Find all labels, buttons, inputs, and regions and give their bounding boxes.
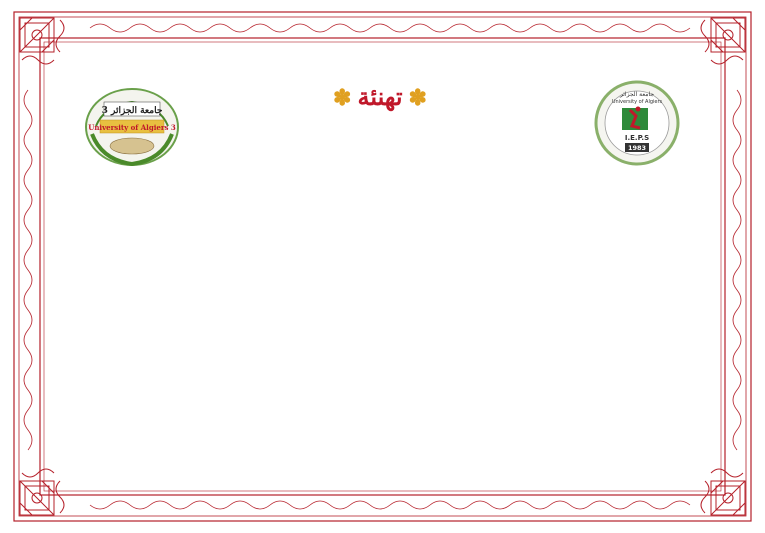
right-logo-arabic: جامعة الجزائر	[619, 91, 655, 98]
left-logo-arabic: جامعة الجزائر 3	[101, 106, 163, 116]
star-icon: ✽	[333, 85, 352, 111]
card-title	[300, 82, 460, 111]
ieps-logo	[592, 80, 682, 166]
right-logo-year: 1983	[627, 144, 647, 152]
right-logo-latin: University of Algiers	[611, 99, 663, 105]
star-icon: ✽	[408, 85, 427, 111]
left-logo-latin: University of Algiers 3	[88, 123, 176, 132]
title-text: تهنئة	[357, 82, 403, 111]
university-algiers3-logo	[82, 84, 182, 170]
right-logo-code: I.E.P.S	[624, 134, 650, 142]
